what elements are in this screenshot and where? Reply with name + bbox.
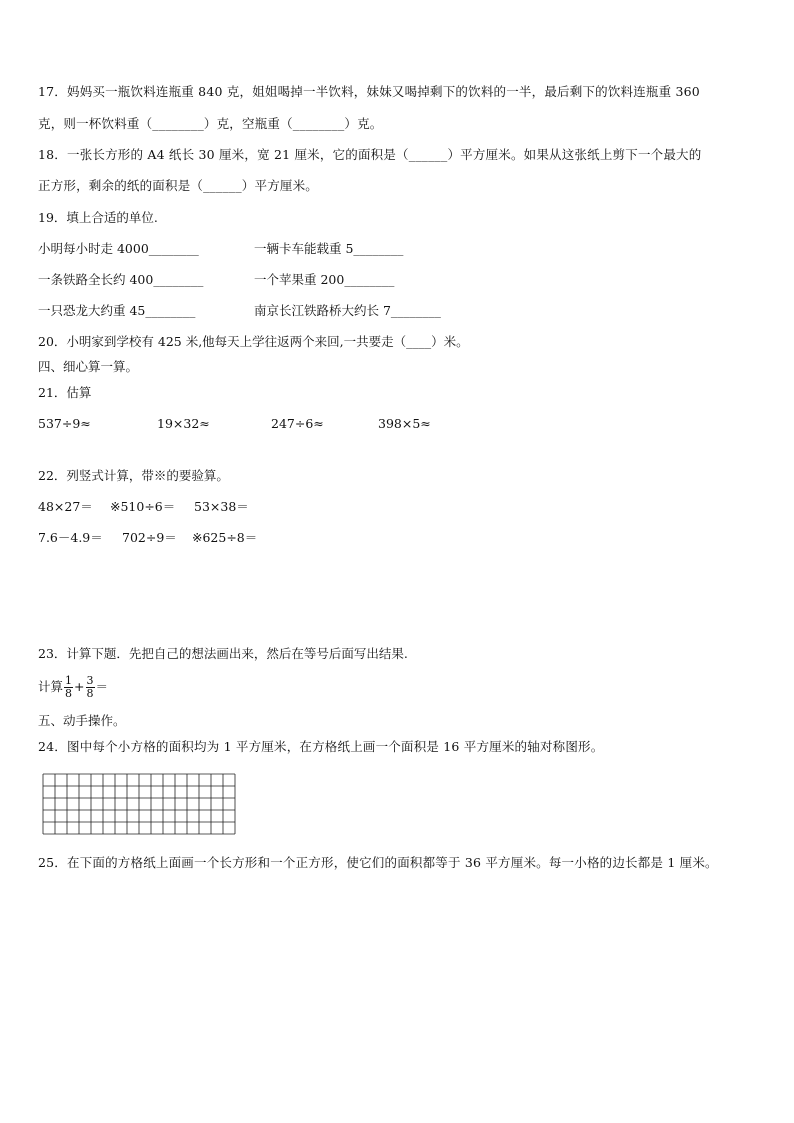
plus-sign: + — [74, 679, 85, 694]
square-grid[interactable] — [42, 773, 236, 835]
q18-line1: 18．一张长方形的 A4 纸长 30 厘米，宽 21 厘米，它的面积是（______）平方厘米。如果从这张纸上剪下一个最大的 — [38, 147, 702, 162]
q19-item: 小明每小时走 4000________ — [38, 241, 199, 256]
section4-title: 四、细心算一算。 — [38, 359, 139, 374]
q21-item: 247÷6≈ — [271, 416, 324, 431]
q23-expression — [38, 672, 108, 702]
q22-item: 48×27＝ — [38, 499, 93, 514]
q21-item: 398×5≈ — [378, 416, 431, 431]
fraction-1-denominator: 8 — [65, 687, 73, 700]
q22-item: 7.6－4.9＝ — [38, 530, 103, 545]
q19-item: 南京长江铁路桥大约长 7________ — [254, 303, 441, 318]
q19-item: 一辆卡车能载重 5________ — [254, 241, 404, 256]
q22-item: ※625÷8＝ — [192, 530, 258, 545]
q21-item: 537÷9≈ — [38, 416, 91, 431]
q19-item: 一只恐龙大约重 45________ — [38, 303, 196, 318]
equals-sign: ＝ — [95, 679, 109, 694]
q21-item: 19×32≈ — [157, 416, 210, 431]
q20-text: 20．小明家到学校有 425 米,他每天上学往返两个来回,一共要走（____）米。 — [38, 334, 469, 349]
section5-title: 五、动手操作。 — [38, 713, 126, 728]
q22-item: ※510÷6＝ — [110, 499, 176, 514]
fraction-1 — [64, 675, 73, 700]
q19-item: 一条铁路全长约 400________ — [38, 272, 204, 287]
q19-title: 19．填上合适的单位. — [38, 210, 158, 225]
q22-item: 53×38＝ — [194, 499, 249, 514]
q24-text: 24．图中每个小方格的面积均为 1 平方厘米，在方格纸上画一个面积是 16 平方厘米的轴对称图形。 — [38, 739, 604, 754]
q23-prefix: 计算 — [38, 679, 64, 694]
fraction-2 — [86, 675, 95, 700]
q18-line2: 正方形，剩余的纸的面积是（______）平方厘米。 — [38, 178, 319, 193]
q19-item: 一个苹果重 200________ — [254, 272, 395, 287]
q23-title: 23．计算下题．先把自己的想法画出来，然后在等号后面写出结果. — [38, 646, 408, 661]
fraction-1-numerator: 1 — [65, 674, 73, 687]
q17-line1: 17．妈妈买一瓶饮料连瓶重 840 克，姐姐喝掉一半饮料，妹妹又喝掉剩下的饮料的一半，最后剩下的饮料连瓶重 360 — [38, 84, 700, 99]
q22-title: 22．列竖式计算，带※的要验算。 — [38, 468, 229, 483]
q22-item: 702÷9＝ — [122, 530, 177, 545]
q25-text: 25．在下面的方格纸上面画一个长方形和一个正方形，使它们的面积都等于 36 平方厘米。每一小格的边长都是 1 厘米。 — [38, 855, 718, 870]
fraction-2-numerator: 3 — [86, 674, 94, 687]
q17-line2: 克，则一杯饮料重（________）克，空瓶重（________）克。 — [38, 116, 383, 131]
q21-title: 21．估算 — [38, 385, 92, 400]
fraction-2-denominator: 8 — [86, 687, 94, 700]
